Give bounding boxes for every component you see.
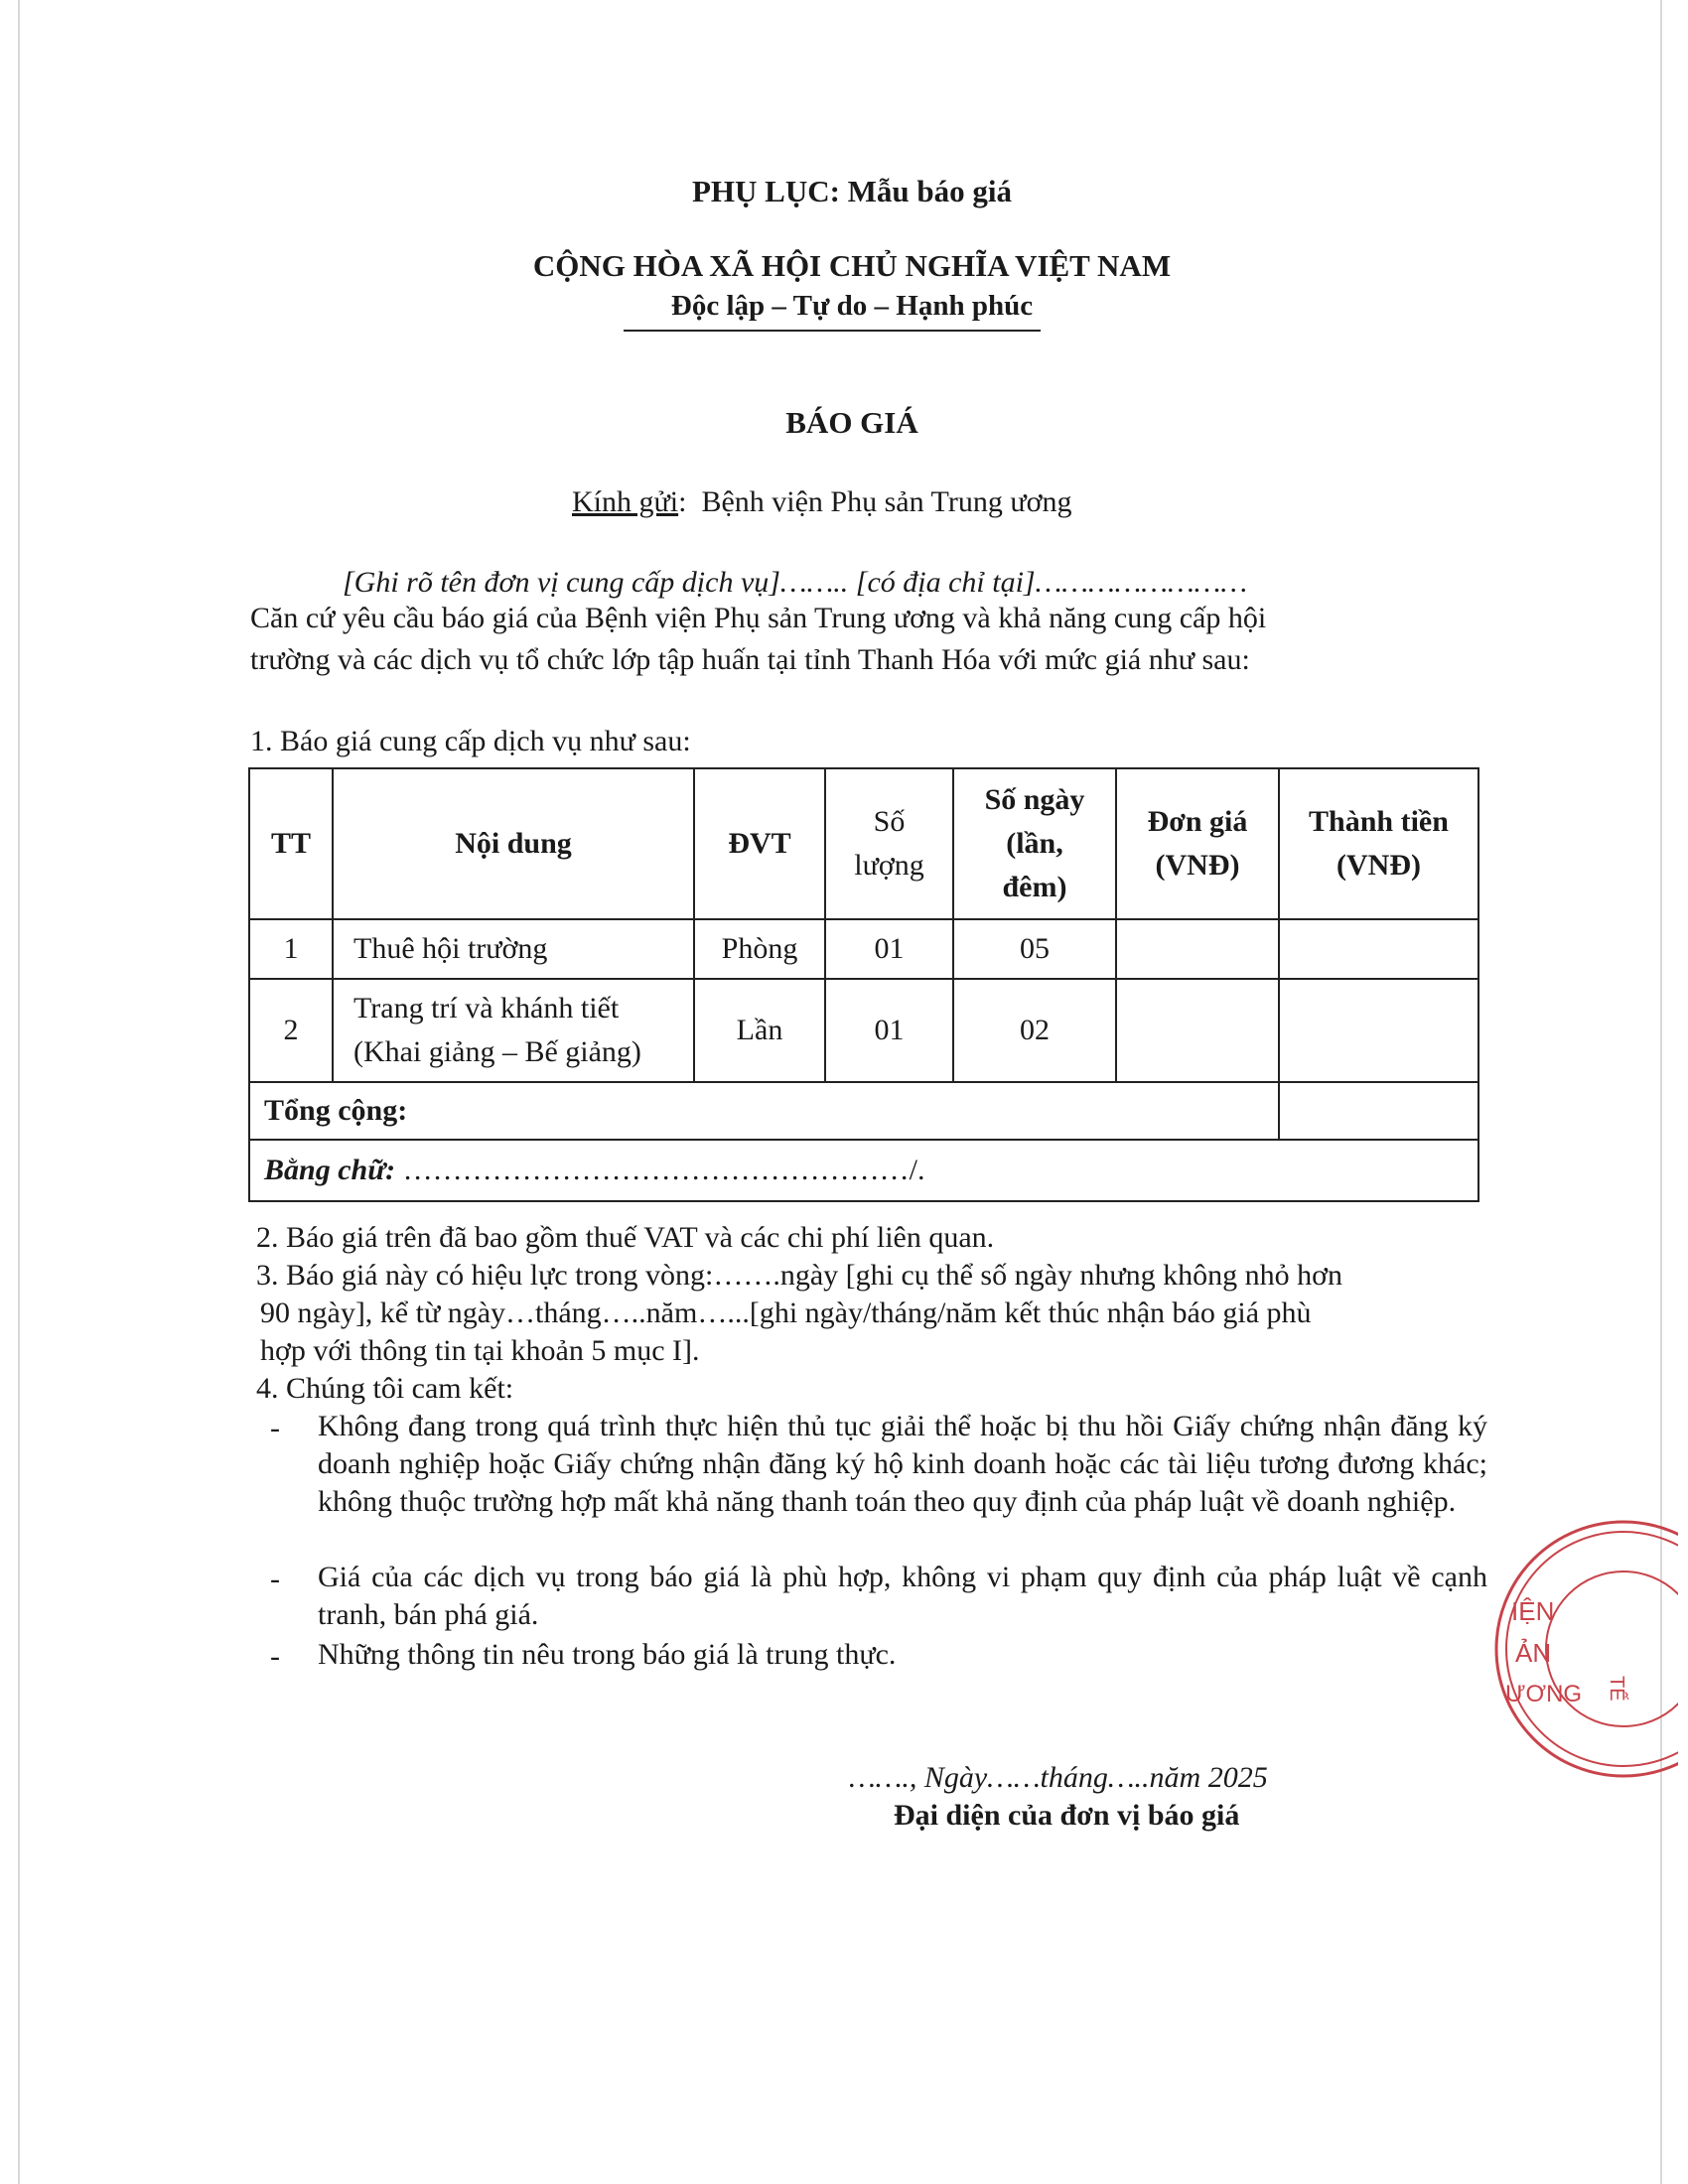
header-quantity xyxy=(825,768,953,919)
stamp-text-4: TẾ xyxy=(1606,1676,1627,1702)
commitment-3: Những thông tin nêu trong báo giá là trung thực. xyxy=(318,1638,897,1671)
row-unit: Phòng xyxy=(694,919,825,979)
row-content-line-1: Trang trí và khánh tiết xyxy=(353,992,620,1024)
header-total-line-2: (VNĐ) xyxy=(1336,849,1421,882)
bullet-marker: - xyxy=(270,1640,280,1673)
motto-underline xyxy=(624,330,1041,332)
row-unit-price xyxy=(1116,979,1279,1082)
row-quantity: 01 xyxy=(825,919,953,979)
header-content: Nội dung xyxy=(333,768,694,919)
row-total xyxy=(1279,919,1478,979)
document-title: BÁO GIÁ xyxy=(785,405,918,440)
intro-line-2: trường và các dịch vụ tổ chức lớp tập huấn tại tỉnh Thanh Hóa với mức giá như sau: xyxy=(250,643,1250,676)
table-sum-row xyxy=(249,1082,1478,1140)
item-4: 4. Chúng tôi cam kết: xyxy=(256,1372,514,1405)
bullet-marker: - xyxy=(270,1563,280,1595)
stamp-text-1: IỆN xyxy=(1511,1596,1555,1626)
header-price-line-1: Đơn giá xyxy=(1147,805,1248,838)
item-3-line-3: hợp với thông tin tại khoản 5 mục I]. xyxy=(260,1334,700,1367)
words-value: ……………………………………………/. xyxy=(402,1154,925,1186)
commitment-1: Không đang trong quá trình thực hiện thủ tục giải thể hoặc bị thu hồi Giấy chứng nhận đăng ký doanh nghiệp hoặc Giấy chứng nhận đăng ký hộ kinh doanh hoặc các tài liệu tương đương khác; không thuộc trường hợp mất khả năng thanh toán theo quy định của pháp luật về doanh nghiệp. xyxy=(318,1410,1487,1518)
motto: Độc lập – Tự do – Hạnh phúc xyxy=(670,290,1034,322)
header-unit-price xyxy=(1116,768,1279,919)
stamp-graphic xyxy=(1489,1517,1678,1785)
words-cell xyxy=(249,1140,1478,1201)
section-1-heading: 1. Báo giá cung cấp dịch vụ như sau: xyxy=(250,725,691,757)
scan-edge-left xyxy=(18,0,20,2184)
commitment-2: Giá của các dịch vụ trong báo giá là phù hợp, không vi phạm quy định của pháp luật về cạnh tranh, bán phá giá. xyxy=(318,1561,1487,1631)
date-line: ……., Ngày……tháng…..năm 2025 xyxy=(849,1761,1268,1794)
row-content-line-2: (Khai giảng – Bế giảng) xyxy=(353,1035,641,1068)
row-days: 05 xyxy=(953,919,1116,979)
recipient-line: Kính gửi: Bệnh viện Phụ sản Trung ương xyxy=(572,485,1072,518)
row-content xyxy=(333,979,694,1082)
intro-line-1: Căn cứ yêu cầu báo giá của Bệnh viện Phụ sản Trung ương và khả năng cung cấp hội xyxy=(250,602,1267,634)
item-2: 2. Báo giá trên đã bao gồm thuế VAT và các chi phí liên quan. xyxy=(256,1221,995,1254)
row-total xyxy=(1279,979,1478,1082)
supplier-line: [Ghi rõ tên đơn vị cung cấp dịch vụ]…….. [có địa chỉ tại]…………………… xyxy=(343,566,1248,599)
stamp-text-3: ƯƠNG xyxy=(1505,1681,1583,1707)
header-days xyxy=(953,768,1116,919)
header-quantity-line-2: lượng xyxy=(854,849,924,882)
scan-edge-right xyxy=(1660,0,1662,2184)
table-words-row xyxy=(249,1140,1478,1201)
table-row xyxy=(249,919,1478,979)
row-content: Thuê hội trường xyxy=(333,919,694,979)
signatory-title: Đại diện của đơn vị báo giá xyxy=(894,1799,1240,1832)
header-days-line-1: Số ngày xyxy=(984,783,1085,816)
row-unit-price xyxy=(1116,919,1279,979)
table-header-row xyxy=(249,768,1478,919)
header-price-line-2: (VNĐ) xyxy=(1155,849,1240,882)
row-tt: 1 xyxy=(249,919,333,979)
words-label: Bằng chữ: xyxy=(264,1154,396,1186)
header-total-line-1: Thành tiền xyxy=(1309,805,1449,838)
table-row xyxy=(249,979,1478,1082)
header-total xyxy=(1279,768,1478,919)
stamp-text-2: ẢN xyxy=(1515,1638,1552,1668)
row-quantity: 01 xyxy=(825,979,953,1082)
sum-value xyxy=(1279,1082,1478,1140)
header-days-line-3: đêm) xyxy=(1002,871,1067,903)
header-tt: TT xyxy=(249,768,333,919)
header-unit: ĐVT xyxy=(694,768,825,919)
sum-label: Tổng cộng: xyxy=(249,1082,1279,1140)
quote-table xyxy=(248,767,1479,1202)
row-days: 02 xyxy=(953,979,1116,1082)
appendix-title: PHỤ LỤC: Mẫu báo giá xyxy=(691,174,1013,208)
republic-heading: CỘNG HÒA XÃ HỘI CHỦ NGHĨA VIỆT NAM xyxy=(532,248,1172,283)
row-unit: Lần xyxy=(694,979,825,1082)
header-quantity-line-1: Số xyxy=(873,805,906,838)
header-days-line-2: (lần, xyxy=(1006,827,1063,860)
item-3-line-2: 90 ngày], kể từ ngày…tháng…..năm…...[ghi ngày/tháng/năm kết thúc nhận báo giá phù xyxy=(260,1297,1312,1329)
bullet-marker: - xyxy=(270,1412,280,1444)
official-stamp xyxy=(1489,1517,1678,1785)
item-3-line-1: 3. Báo giá này có hiệu lực trong vòng:…….ngày [ghi cụ thể số ngày nhưng không nhỏ hơn xyxy=(256,1259,1343,1292)
recipient-label: Kính gửi xyxy=(572,485,679,518)
row-tt: 2 xyxy=(249,979,333,1082)
recipient-name: Bệnh viện Phụ sản Trung ương xyxy=(701,485,1072,518)
